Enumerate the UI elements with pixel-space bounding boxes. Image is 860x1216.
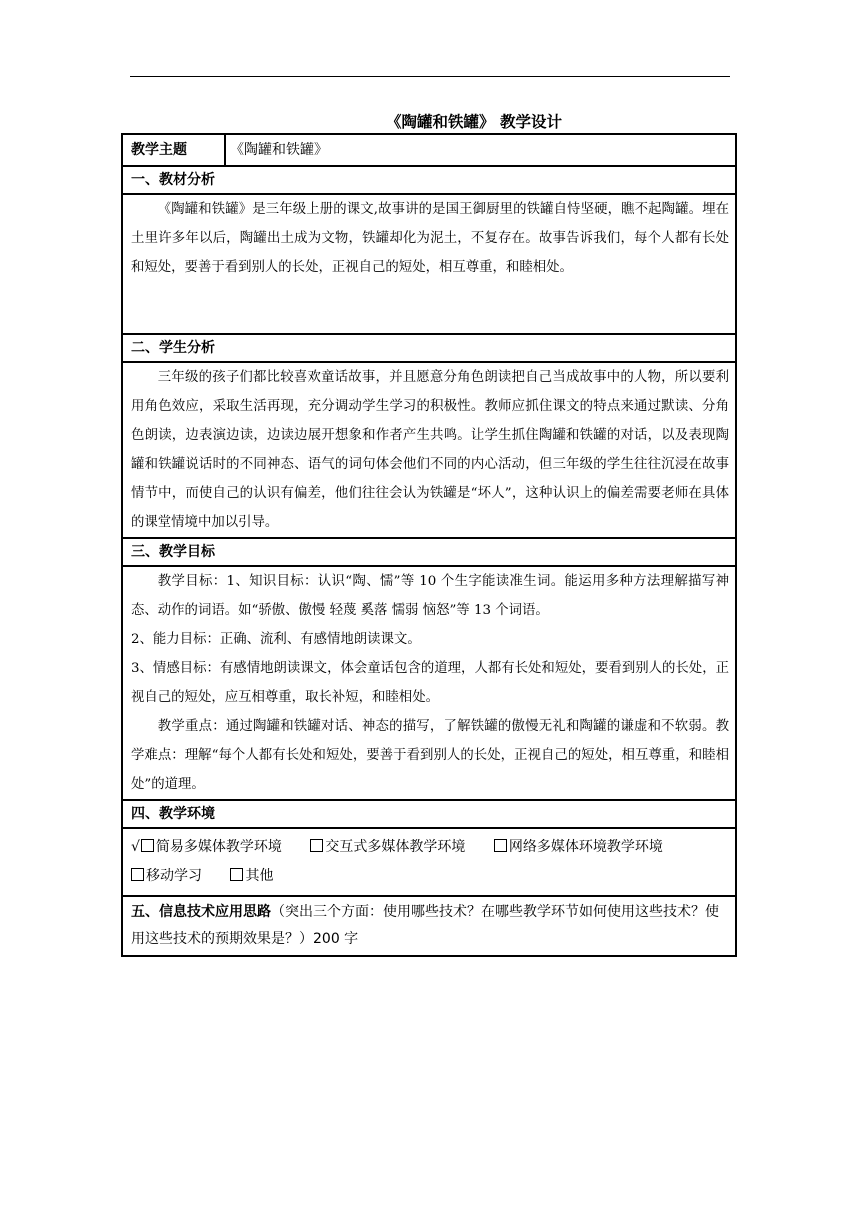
option-network-multimedia[interactable] <box>494 833 663 862</box>
section-body-material <box>122 194 736 334</box>
section-heading-material: 一、教材分析 <box>122 166 736 194</box>
checkbox-icon[interactable] <box>141 839 154 852</box>
goals-knowledge: 教学目标：1、知识目标：认识“陶、懦”等 10 个生字能读准生词。能运用多种方法理解描写神态、动作的词语。如“骄傲、傲慢 轻蔑 奚落 懦弱 恼怒”等 13 个词语。 <box>131 574 729 618</box>
goals-emotion: 3、情感目标：有感情地朗读课文，体会童话包含的道理，人都有长处和短处，要看到别人的长处，正视自己的短处，应互相尊重，取长补短，和睦相处。 <box>131 661 729 705</box>
checkbox-icon[interactable] <box>230 868 243 881</box>
checkbox-icon[interactable] <box>494 839 507 852</box>
students-text: 三年级的孩子们都比较喜欢童话故事，并且愿意分角色朗读把自己当成故事中的人物，所以要利用角色效应，采取生活再现，充分调动学生学习的积极性。教师应抓住课文的特点来通过默读、分角色朗读，边表演边读，边读边展开想象和作者产生共鸣。让学生抓住陶罐和铁罐的对话，以及表现陶罐和铁罐说话时的不同神态、语气的词句体会他们不同的内心活动，但三年级的学生往往沉浸在故事情节中，而使自己的认识有偏差，他们往往会认为铁罐是“坏人”，这种认识上的偏差需要老师在具体的课堂情境中加以引导。 <box>131 370 729 530</box>
checkbox-icon[interactable] <box>131 868 144 881</box>
goals-ability: 2、能力目标：正确、流利、有感情地朗读课文。 <box>131 632 421 647</box>
section-heading-students: 二、学生分析 <box>122 334 736 362</box>
document-title: 《陶罐和铁罐》 教学设计 <box>386 113 562 131</box>
checkbox-icon[interactable] <box>310 839 323 852</box>
topic-row <box>122 134 736 166</box>
section-it <box>122 896 736 956</box>
option-label: 交互式多媒体教学环境 <box>325 839 466 855</box>
lesson-plan-table <box>121 133 737 957</box>
option-simple-multimedia[interactable] <box>131 833 282 862</box>
option-label: 其他 <box>245 868 274 884</box>
section-body-goals <box>122 566 736 800</box>
topic-label: 教学主题 <box>122 134 225 166</box>
environment-row-2 <box>131 862 729 891</box>
section-heading-it: 五、信息技术应用思路 <box>131 904 271 920</box>
section-heading-environment: 四、教学环境 <box>122 800 736 828</box>
topic-value: 《陶罐和铁罐》 <box>225 134 736 166</box>
option-mobile-learning[interactable] <box>131 862 202 891</box>
section-it-note: （突出三个方面：使用哪些技术？在哪些教学环节如何使用这些技术？使用这些技术的预期效果是？）200 字 <box>131 904 719 947</box>
section-body-environment <box>122 828 736 896</box>
header-rule <box>130 76 730 77</box>
option-other[interactable] <box>230 862 273 891</box>
option-label: 网络多媒体环境教学环境 <box>508 839 663 855</box>
option-label: 移动学习 <box>146 868 202 884</box>
option-interactive-multimedia[interactable] <box>310 833 465 862</box>
check-mark-icon: √ <box>131 839 140 855</box>
material-text: 《陶罐和铁罐》是三年级上册的课文,故事讲的是国王御厨里的铁罐自恃坚硬，瞧不起陶罐。埋在土里许多年以后，陶罐出土成为文物，铁罐却化为泥土，不复存在。故事告诉我们，每个人都有长处和短处，要善于看到别人的长处，正视自己的短处，相互尊重，和睦相处。 <box>131 202 729 275</box>
section-heading-goals: 三、教学目标 <box>122 538 736 566</box>
section-body-students <box>122 362 736 538</box>
option-label: 简易多媒体教学环境 <box>155 839 282 855</box>
environment-row-1 <box>131 833 729 862</box>
goals-key-points: 教学重点：通过陶罐和铁罐对话、神态的描写，了解铁罐的傲慢无礼和陶罐的谦虚和不软弱。教学难点：理解“每个人都有长处和短处，要善于看到别人的长处，正视自己的短处，相互尊重，和睦相处”的道理。 <box>131 719 729 792</box>
